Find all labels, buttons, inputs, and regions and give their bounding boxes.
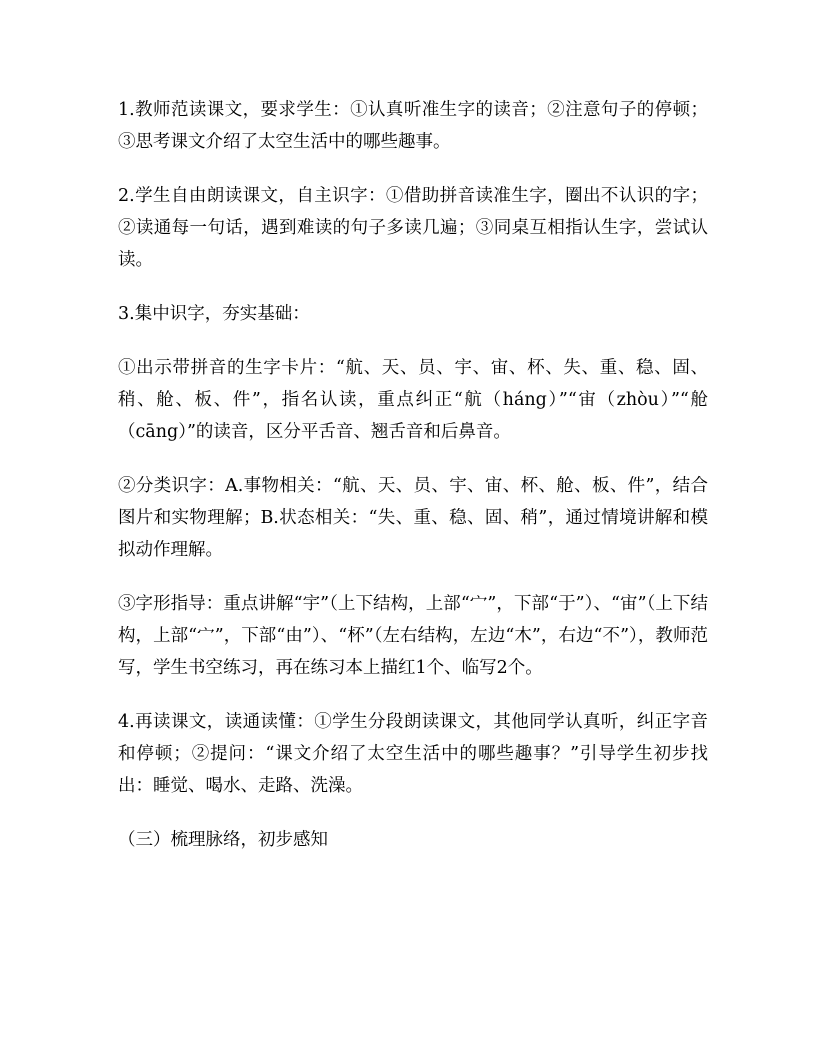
step-4-paragraph: 4.再读课文，读通读懂：①学生分段朗读课文，其他同学认真听，纠正字音和停顿；②提问：“课文介绍了太空生活中的哪些趣事？”引导学生初步找出：睡觉、喝水、走路、洗澡。 xyxy=(118,712,708,796)
step-3-item-2: ②分类识字：A.事物相关：“航、天、员、宇、宙、杯、舱、板、件”，结合图片和实物理解；B.状态相关：“失、重、稳、固、稍”，通过情境讲解和模拟动作理解。 xyxy=(118,476,708,560)
step-3-item-3: ③字形指导：重点讲解“宇”（上下结构，上部“宀”，下部“于”）、“宙”（上下结构，上部“宀”，下部“由”）、“杯”（左右结构，左边“木”，右边“不”），教师范写，学生书空练习，再在练习本上描红1个、临写2个。 xyxy=(118,594,708,678)
document-page xyxy=(118,94,708,878)
step-3-item-1: ①出示带拼音的生字卡片：“航、天、员、宇、宙、杯、失、重、稳、固、稍、舱、板、件”，指名认读，重点纠正“航（háng）”“宙（zhòu）”“舱（cāng）”的读音，区分平舌音、翘舌音和后鼻音。 xyxy=(118,358,708,442)
step-2-paragraph: 2.学生自由朗读课文，自主识字：①借助拼音读准生字，圈出不认识的字；②读通每一句话，遇到难读的句子多读几遍；③同桌互相指认生字，尝试认读。 xyxy=(118,186,708,270)
step-1-paragraph: 1.教师范读课文，要求学生：①认真听准生字的读音；②注意句子的停顿；③思考课文介绍了太空生活中的哪些趣事。 xyxy=(118,100,708,152)
section-heading: （三）梳理脉络，初步感知 xyxy=(118,830,328,850)
step-3-heading: 3.集中识字，夯实基础： xyxy=(118,304,310,324)
